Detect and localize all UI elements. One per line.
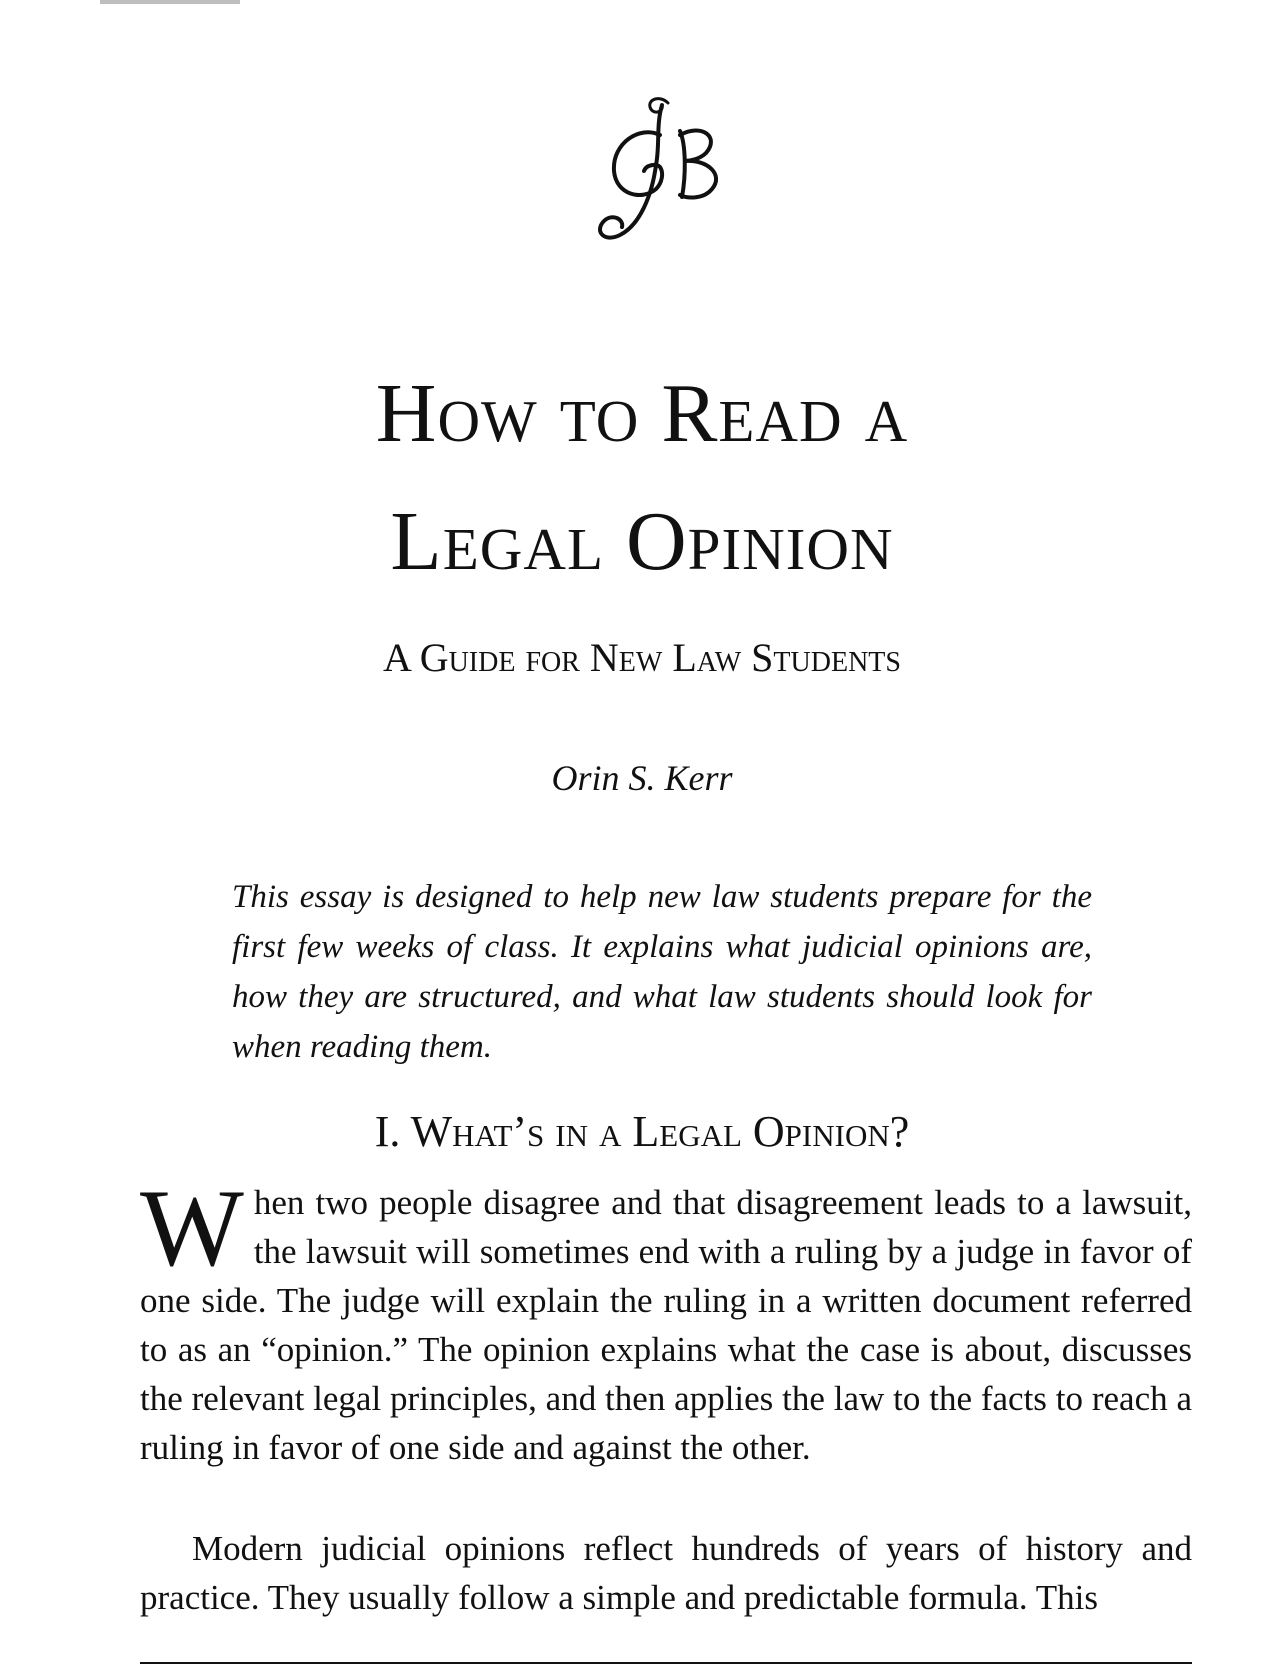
paragraph-2: Modern judicial opinions reflect hundreds of years of history and practice. They usually follow a simple and predictable formula. This (140, 1529, 1192, 1617)
author-name: Orin S. Kerr (551, 758, 733, 798)
paragraph-1 (140, 1167, 1192, 1472)
monogram-text: GB (590, 85, 592, 86)
title-line-2: Legal Opinion (390, 495, 894, 588)
drop-cap: W (140, 1167, 244, 1289)
section-heading: I. What’s in a Legal Opinion? (374, 1107, 910, 1156)
gb-monogram-logo (590, 85, 750, 255)
paragraph-1-text: hen two people disagree and that disagreement leads to a lawsuit, the lawsuit will sometimes end with a ruling by a judge in favor of one side. The judge will explain the ruling in a written document referred to as an “opinion.” The opinion explains what the case is about, discusses the relevant legal principles, and then applies the law to the facts to reach a ruling in favor of one side and against the other. (140, 1183, 1192, 1467)
footnote-divider (140, 1662, 1192, 1664)
title-line-1: How to Read a (375, 367, 909, 460)
subtitle: A Guide for New Law Students (383, 635, 901, 680)
abstract: This essay is designed to help new law students prepare for the first few weeks of class. It explains what judicial opinions are, how they are structured, and what law students should look for when reading them. (232, 879, 1092, 1065)
page-edge-mark (100, 0, 240, 4)
